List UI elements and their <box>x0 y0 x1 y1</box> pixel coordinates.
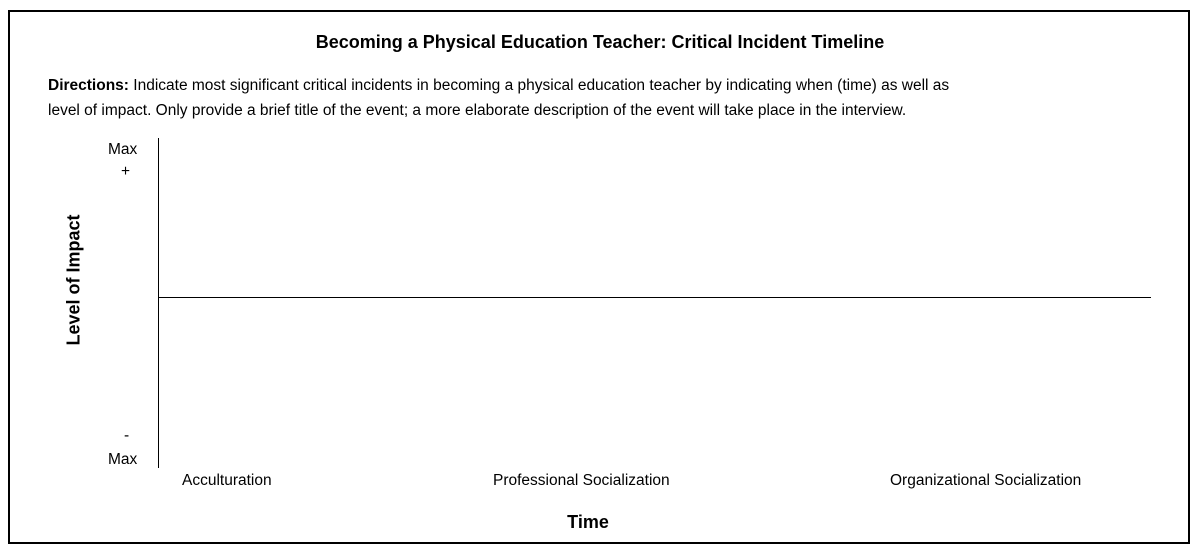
x-axis-line <box>158 297 1151 298</box>
directions-line-2: level of impact. Only provide a brief title of the event; a more elaborate description of the event will take place in the interview. <box>48 102 907 119</box>
phase-label-professional-socialization: Professional Socialization <box>493 472 670 489</box>
x-axis-title: Time <box>567 512 609 532</box>
y-axis-plus-label: + <box>121 163 131 180</box>
phase-label-organizational-socialization: Organizational Socialization <box>890 472 1082 489</box>
directions-label: Directions: <box>48 77 129 94</box>
directions-text <box>48 73 1148 123</box>
directions-line-1: Indicate most significant critical incidents in becoming a physical education teacher by indicating when (time) as well as <box>128 77 950 94</box>
y-axis-line <box>158 138 159 468</box>
y-axis-top-max-label: Max <box>108 141 138 158</box>
page-title: Becoming a Physical Education Teacher: Critical Incident Timeline <box>315 32 885 52</box>
y-axis-title: Level of Impact <box>63 214 84 346</box>
phase-label-acculturation: Acculturation <box>182 472 272 489</box>
y-axis-minus-label: - <box>124 427 130 444</box>
y-axis-bottom-max-label: Max <box>108 451 138 468</box>
